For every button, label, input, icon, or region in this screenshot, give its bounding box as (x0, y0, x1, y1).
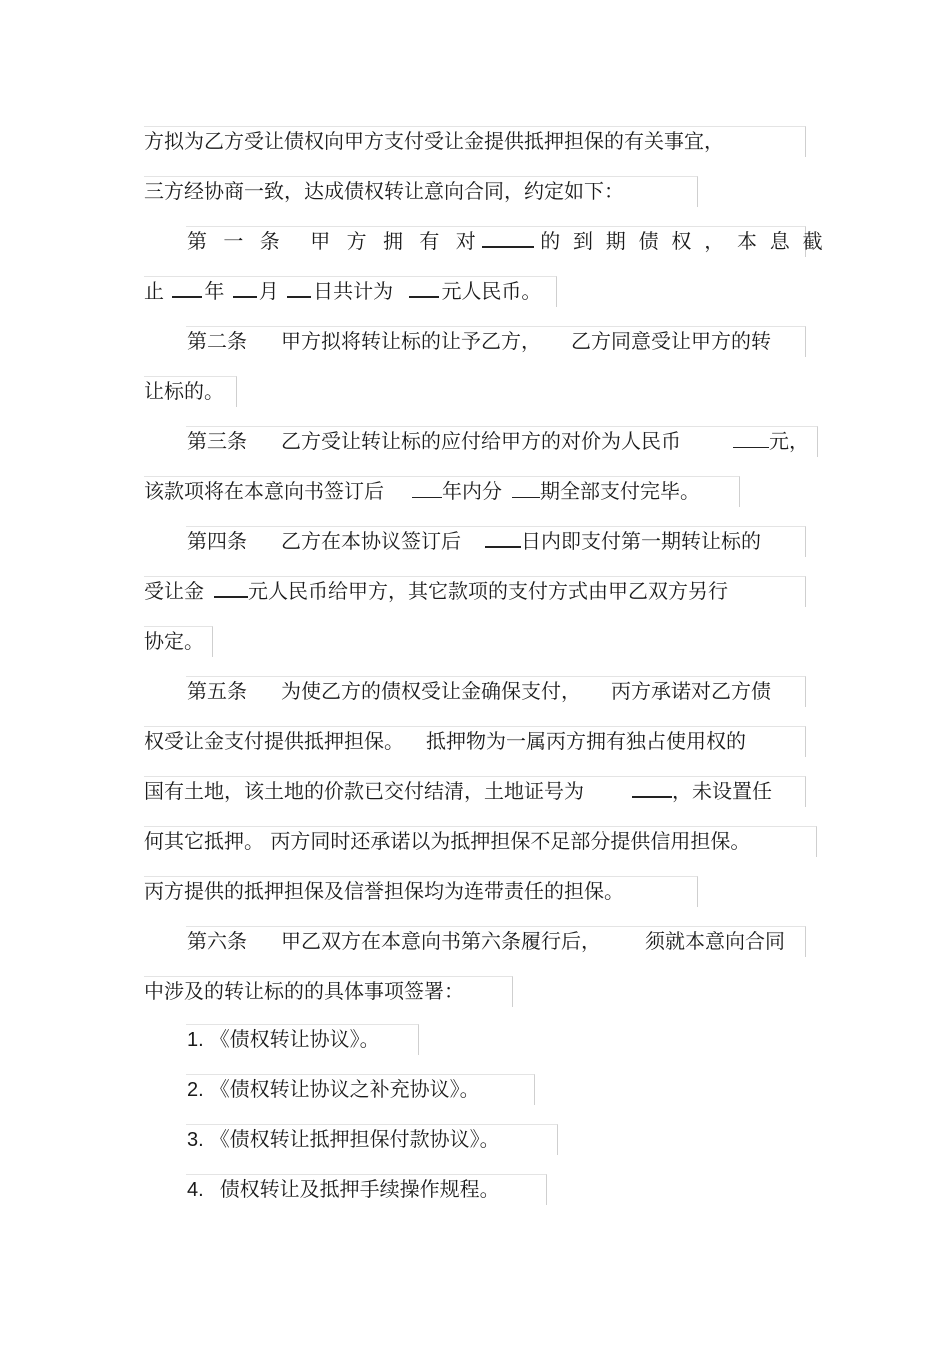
article-1-text: 月 (258, 279, 279, 303)
fill-blank (172, 278, 202, 298)
article-1-text: 甲方拥有对 (310, 229, 493, 253)
article-4-text: 日内即支付第一期转让标的 (521, 529, 761, 553)
intro-line-1: 方拟为乙方受让债权向甲方支付受让金提供抵押担保的有关事宜， (144, 129, 724, 153)
article-3-text: 乙方受让转让标的应付给甲方的对价为人民币 (281, 429, 681, 453)
article-4-text: 元人民币给甲方，其它款项的支付方式由甲乙双方另行 (248, 579, 728, 603)
article-3-text: 元， (769, 429, 809, 453)
list-item-number: 2. (187, 1079, 204, 1101)
fill-blank (409, 278, 439, 298)
article-5-text: 权受让金支付提供抵押担保。 (144, 729, 404, 753)
article-6-line-2: 中涉及的转让标的的具体事项签署： (144, 979, 464, 1003)
list-item-text: 《债权转让协议之补充协议》。 (209, 1077, 480, 1101)
list-item-text: 债权转让及抵押手续操作规程。 (219, 1177, 500, 1201)
list-item-text: 《债权转让协议》。 (209, 1027, 380, 1051)
article-2-title: 第二条 (187, 329, 247, 353)
list-item (187, 1124, 500, 1155)
article-3-line-1 (187, 426, 809, 456)
list-item (187, 1174, 500, 1205)
article-2-line-1 (187, 326, 771, 356)
article-5-line-1 (187, 676, 771, 706)
article-6-text: 甲乙双方在本意向书第六条履行后， (281, 929, 601, 953)
article-1-text: 年 (204, 279, 225, 303)
list-item-number: 1. (187, 1029, 204, 1051)
article-5-text: ，未设置任 (672, 779, 772, 803)
fill-blank (485, 528, 521, 548)
article-5-text: 为使乙方的债权受让金确保支付， (281, 679, 581, 703)
article-6-title: 第六条 (187, 929, 247, 953)
list-item-number: 3. (187, 1129, 204, 1151)
article-1-text: 止 (144, 279, 164, 303)
fill-blank (512, 479, 540, 498)
fill-blank (233, 278, 257, 298)
fill-blank (287, 278, 311, 298)
article-2-text: 乙方同意受让甲方的转 (571, 329, 771, 353)
article-5-line-5: 丙方提供的抵押担保及信誉担保均为连带责任的担保。 (144, 879, 624, 903)
article-4-text: 受让金 (144, 579, 204, 603)
article-2-text: 甲方拟将转让标的让予乙方， (281, 329, 541, 353)
fill-blank (632, 778, 672, 798)
article-5-line-2 (144, 726, 746, 756)
article-4-text: 乙方在本协议签订后 (281, 529, 461, 553)
article-6-line-1 (187, 926, 785, 956)
fill-blank (412, 479, 442, 498)
fill-blank (482, 228, 534, 248)
article-1-text: 的到期债权，本息截 (540, 229, 836, 253)
article-5-text: 丙方承诺对乙方债 (611, 679, 771, 703)
article-1-line-2 (144, 276, 541, 306)
article-4-line-1 (187, 526, 761, 556)
article-5-title: 第五条 (187, 679, 247, 703)
article-3-text: 该款项将在本意向书签订后 (144, 479, 384, 503)
fill-blank (214, 578, 248, 598)
fill-blank (733, 429, 769, 448)
article-1-text: 元人民币。 (441, 279, 542, 303)
article-5-line-4: 何其它抵押。 丙方同时还承诺以为抵押担保不足部分提供信用担保。 (144, 829, 751, 853)
article-1-line-1 (187, 226, 835, 256)
article-1-text: 日共计为 (313, 279, 394, 303)
article-3-title: 第三条 (187, 429, 247, 453)
intro-line-2: 三方经协商一致，达成债权转让意向合同，约定如下： (144, 179, 624, 203)
article-5-line-3 (144, 776, 772, 806)
article-3-text: 年内分 (442, 479, 502, 503)
article-6-text: 须就本意向合同 (645, 929, 785, 953)
article-4-title: 第四条 (187, 529, 247, 553)
list-item-text: 《债权转让抵押担保付款协议》。 (209, 1127, 500, 1151)
list-item (187, 1074, 480, 1105)
list-item (187, 1024, 380, 1055)
article-2-line-2: 让标的。 (144, 379, 224, 403)
article-4-line-3: 协定。 (144, 629, 204, 653)
article-3-text: 期全部支付完毕。 (540, 479, 700, 503)
article-1-title: 第一条 (187, 229, 297, 253)
article-4-line-2 (144, 576, 728, 606)
article-5-text: 抵押物为一属丙方拥有独占使用权的 (426, 729, 746, 753)
article-3-line-2 (144, 476, 700, 506)
article-5-text: 国有土地，该土地的价款已交付结清，土地证号为 (144, 779, 584, 803)
list-item-number: 4. (187, 1179, 204, 1201)
